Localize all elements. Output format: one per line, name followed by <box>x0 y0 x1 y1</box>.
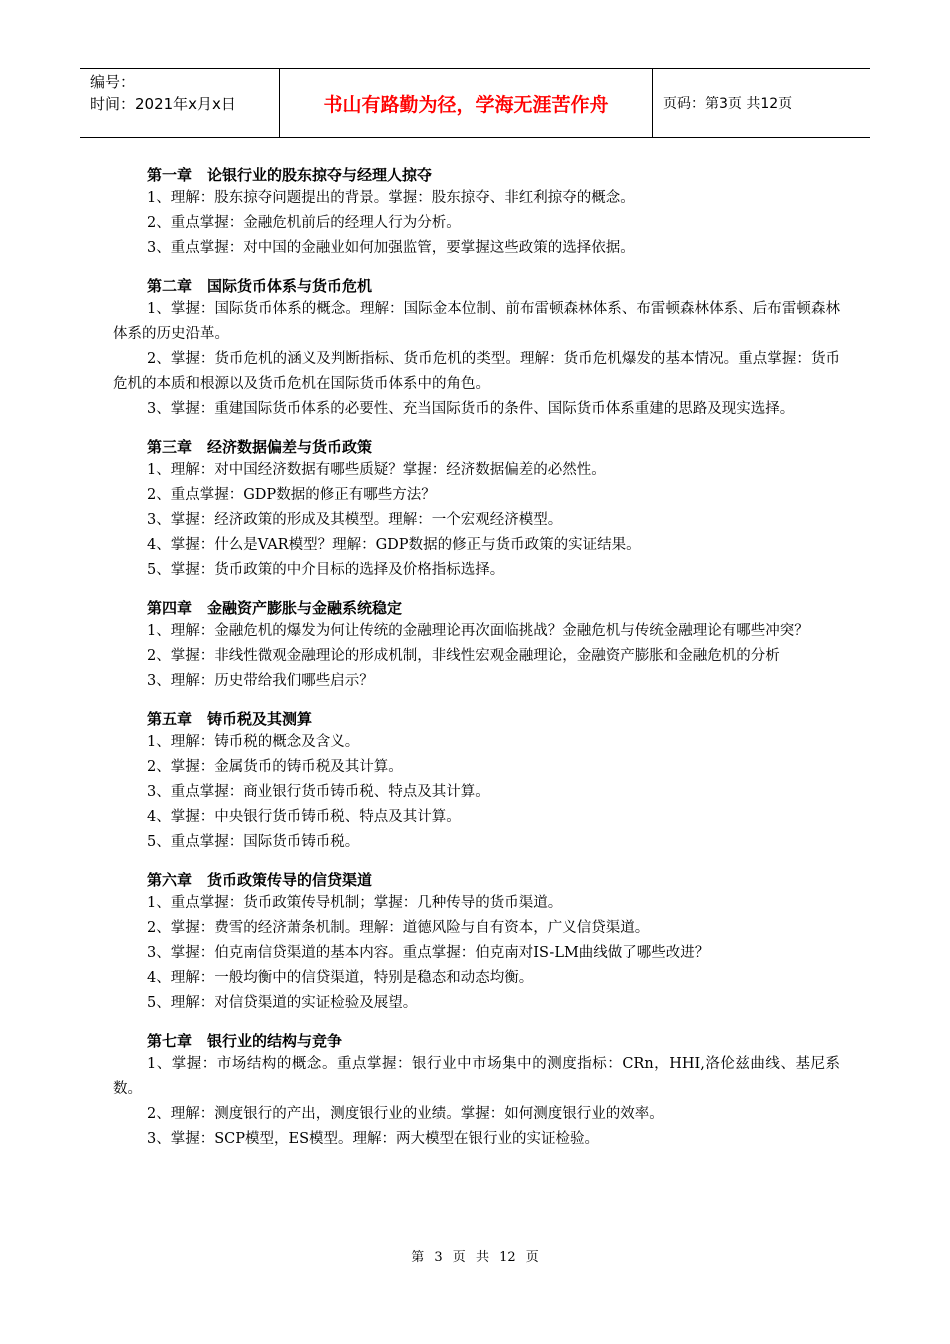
chapter-title: 第七章 银行业的结构与竞争 <box>147 1032 343 1050</box>
chapter-title: 第六章 货币政策传导的信贷渠道 <box>147 871 373 889</box>
chapter-section <box>113 869 840 1016</box>
document-number-label: 编号： <box>90 73 136 91</box>
chapter-item: 4、理解：一般均衡中的信贷渠道，特别是稳态和动态均衡。 <box>147 970 534 986</box>
chapter-item: 1、理解：铸币税的概念及含义。 <box>147 734 360 750</box>
footer-total-pages: 12 <box>499 1250 516 1265</box>
chapter-item: 5、理解：对信贷渠道的实证检验及展望。 <box>147 995 418 1011</box>
footer-ye: 页 <box>525 1250 539 1265</box>
chapter-title: 第四章 金融资产膨胀与金融系统稳定 <box>147 599 403 617</box>
footer-di: 第 <box>411 1250 425 1265</box>
chapter-section <box>113 275 840 422</box>
chapter-item: 2、掌握：费雪的经济萧条机制。理解：道德风险与自有资本，广义信贷渠道。 <box>147 920 650 936</box>
chapter-section <box>113 597 840 694</box>
chapter-item: 2、重点掌握：金融危机前后的经理人行为分析。 <box>147 215 461 231</box>
chapter-item: 1、理解：对中国经济数据有哪些质疑？掌握：经济数据偏差的必然性。 <box>147 462 606 478</box>
footer-gong: 共 <box>475 1250 489 1265</box>
chapter-item: 2、掌握：非线性微观金融理论的形成机制，非线性宏观金融理论，金融资产膨胀和金融危机的分析 <box>147 648 780 664</box>
chapter-title: 第三章 经济数据偏差与货币政策 <box>147 438 373 456</box>
chapter-item: 5、掌握：货币政策的中介目标的选择及价格指标选择。 <box>147 562 505 578</box>
header-page-info: 页码：第3页 共12页 <box>663 96 793 112</box>
chapter-item: 3、掌握：经济政策的形成及其模型。理解：一个宏观经济模型。 <box>147 512 563 528</box>
chapter-section <box>113 708 840 855</box>
chapter-section <box>113 164 840 261</box>
chapter-item: 2、理解：测度银行的产出，测度银行业的业绩。掌握：如何测度银行业的效率。 <box>147 1106 664 1122</box>
chapter-item: 4、掌握：中央银行货币铸币税、特点及其计算。 <box>147 809 461 825</box>
chapter-item: 3、掌握：SCP模型，ES模型。理解：两大模型在银行业的实证检验。 <box>147 1131 600 1147</box>
chapter-item: 3、重点掌握：对中国的金融业如何加强监管，要掌握这些政策的选择依据。 <box>147 240 635 256</box>
chapter-item: 5、重点掌握：国际货币铸币税。 <box>147 834 360 850</box>
chapter-item: 2、重点掌握：GDP数据的修正有哪些方法？ <box>147 487 436 503</box>
chapter-item: 1、掌握：国际货币体系的概念。理解：国际金本位制、前布雷顿森林体系、布雷顿森林体系、后布雷顿森林体系的历史沿革。 <box>113 301 840 342</box>
header-meta <box>80 69 280 137</box>
chapter-item: 3、理解：历史带给我们哪些启示？ <box>147 673 374 689</box>
footer-page-number: 3 <box>434 1250 443 1265</box>
page-header <box>80 68 870 138</box>
chapter-title: 第二章 国际货币体系与货币危机 <box>147 277 373 295</box>
page-footer <box>0 1246 950 1265</box>
chapter-item: 3、掌握：伯克南信贷渠道的基本内容。重点掌握：伯克南对IS-LM曲线做了哪些改进？ <box>147 945 710 961</box>
chapter-item: 2、掌握：货币危机的涵义及判断指标、货币危机的类型。理解：货币危机爆发的基本情况。重点掌握：货币危机的本质和根源以及货币危机在国际货币体系中的角色。 <box>113 351 840 392</box>
chapter-item: 1、重点掌握：货币政策传导机制；掌握：几种传导的货币渠道。 <box>147 895 563 911</box>
chapter-item: 1、掌握：市场结构的概念。重点掌握：银行业中市场集中的测度指标：CRn，HHI,洛伦兹曲线、基尼系数。 <box>113 1056 840 1097</box>
chapter-section <box>113 436 840 583</box>
chapter-item: 3、重点掌握：商业银行货币铸币税、特点及其计算。 <box>147 784 490 800</box>
chapter-item: 1、理解：股东掠夺问题提出的背景。掌握：股东掠夺、非红利掠夺的概念。 <box>147 190 635 206</box>
document-time-label: 时间：2021年x月x日 <box>90 95 236 113</box>
document-body <box>113 164 840 1166</box>
chapter-item: 3、掌握：重建国际货币体系的必要性、充当国际货币的条件、国际货币体系重建的思路及现实选择。 <box>147 401 795 417</box>
chapter-section <box>113 1030 840 1152</box>
chapter-item: 2、掌握：金属货币的铸币税及其计算。 <box>147 759 403 775</box>
header-motto: 书山有路勤为径，学海无涯苦作舟 <box>280 69 653 137</box>
chapter-item: 1、理解：金融危机的爆发为何让传统的金融理论再次面临挑战？金融危机与传统金融理论有哪些冲突？ <box>147 623 809 639</box>
chapter-item: 4、掌握：什么是VAR模型？理解：GDP数据的修正与货币政策的实证结果。 <box>147 537 641 553</box>
chapter-title: 第一章 论银行业的股东掠夺与经理人掠夺 <box>147 166 433 184</box>
footer-ye: 页 <box>452 1250 466 1265</box>
chapter-title: 第五章 铸币税及其测算 <box>147 710 313 728</box>
